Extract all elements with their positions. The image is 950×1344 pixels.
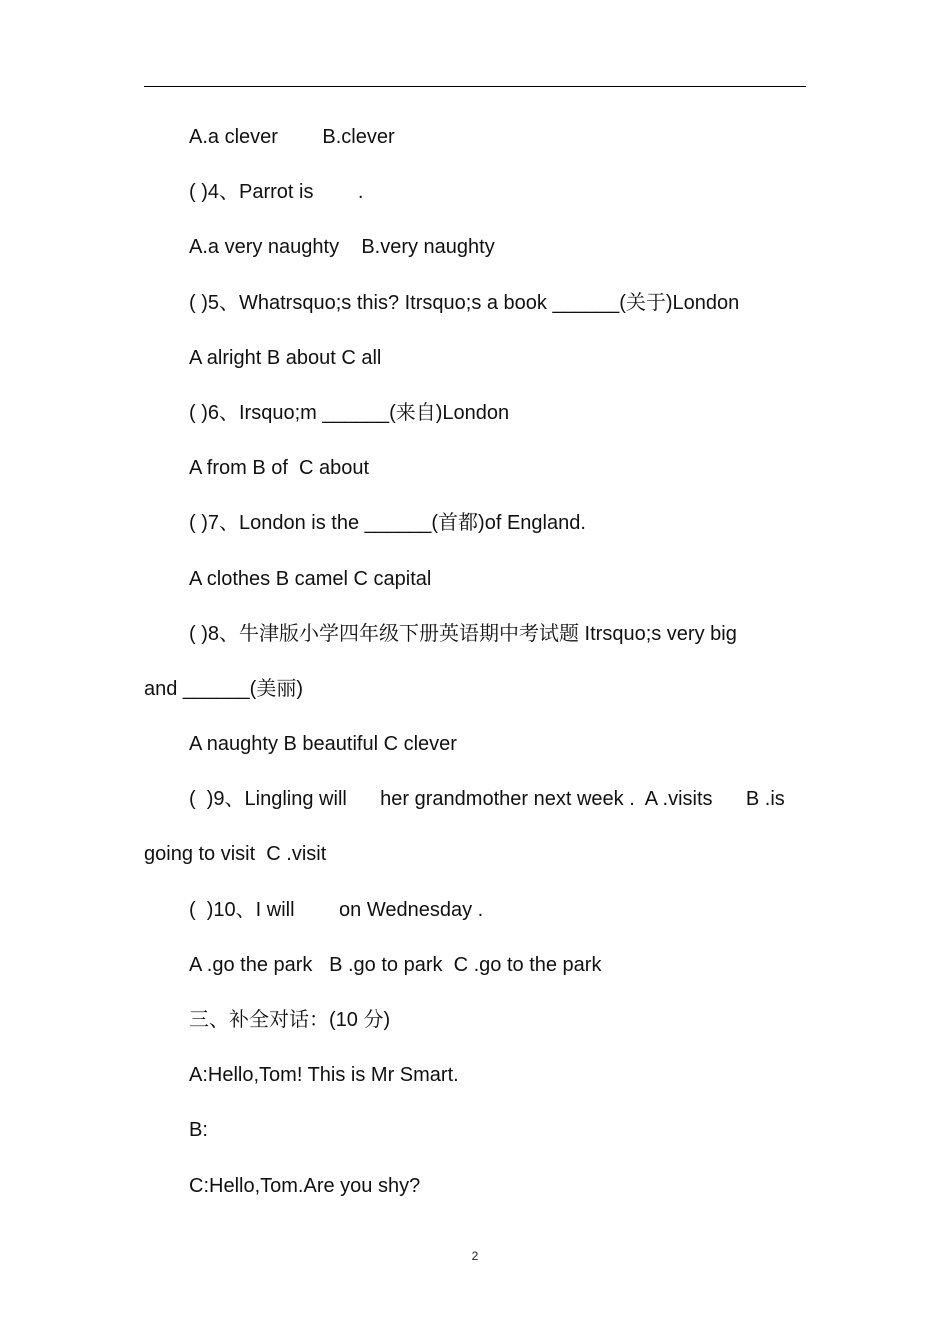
question-5: ( )5、Whatrsquo;s this? Itrsquo;s a book ______(关于)London [189,291,740,314]
question-6: ( )6、Irsquo;m ______(来自)London [189,401,510,424]
q8-options: A naughty B beautiful C clever [189,733,457,756]
question-10: ( )10、I will on Wednesday . [189,898,484,921]
dialogue-line-b: B: [189,1119,208,1142]
question-8: ( )8、牛津版小学四年级下册英语期中考试题 Itrsquo;s very big [189,622,737,645]
section-three-heading: 三、补全对话：(10 分) [189,1009,391,1031]
dialogue-line-a: A:Hello,Tom! This is Mr Smart. [189,1064,459,1087]
question-7: ( )7、London is the ______(首都)of England. [189,512,586,535]
q4-options: A.a very naughty B.very naughty [189,236,495,259]
q10-options: A .go the park B .go to park C .go to the park [189,953,602,976]
exam-body [144,110,806,1214]
question-4: ( )4、Parrot is . [189,181,364,204]
question-8-continued: and ______(美丽) [144,677,303,700]
q7-options: A clothes B camel C capital [189,567,432,590]
header-rule [144,86,806,87]
q3-options: A.a clever B.clever [189,126,395,148]
dialogue-line-c: C:Hello,Tom.Are you shy? [189,1174,421,1197]
question-9: ( )9、Lingling will her grandmother next week . A .visits B .is [189,788,785,811]
question-9-continued: going to visit C .visit [144,843,327,866]
page-number: 2 [471,1249,479,1263]
q5-options: A alright B about C all [189,346,382,369]
q6-options: A from B of C about [189,457,370,480]
